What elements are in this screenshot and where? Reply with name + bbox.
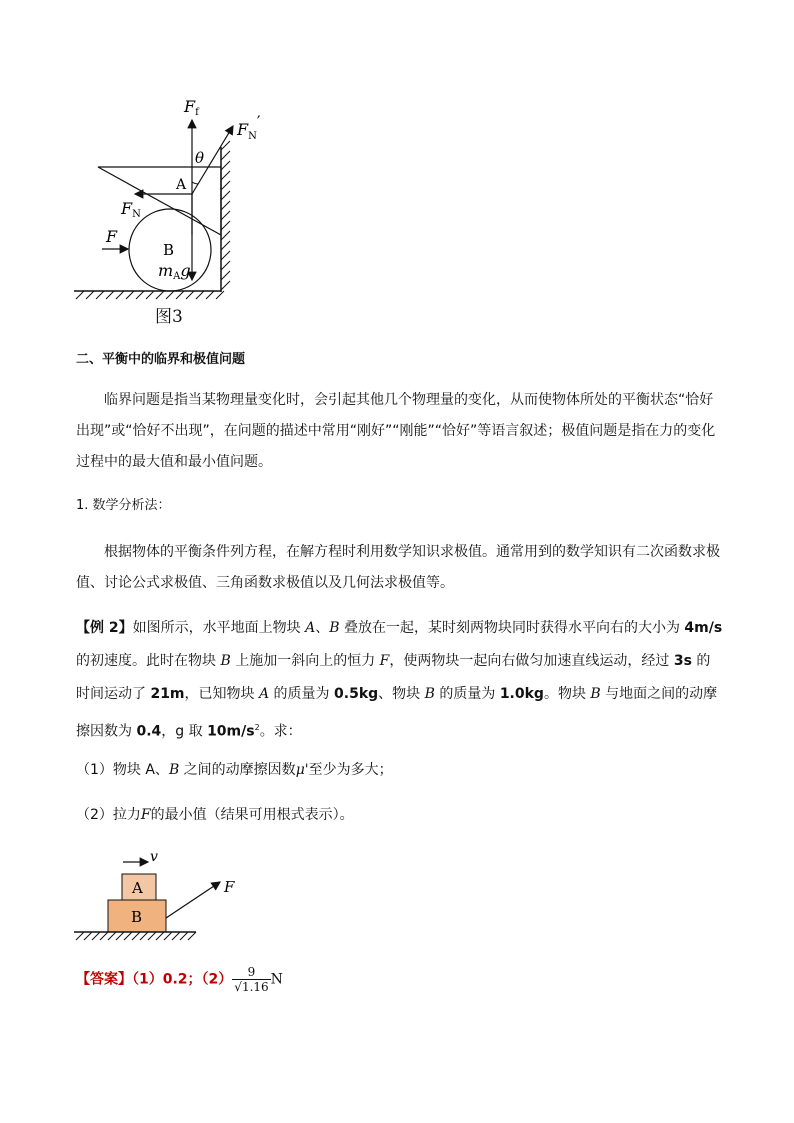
pull-force-label: F [224, 878, 235, 896]
question-2: （2）拉力F的最小值（结果可用根式表示）。 [76, 807, 354, 823]
answer-unit: N [270, 971, 283, 988]
question-1: （1）物块 A、B 之间的动摩擦因数μ'至少为多大； [76, 762, 393, 778]
paragraph-math-method: 根据物体的平衡条件列方程，在解方程时利用数学知识求极值。通常用到的数学知识有二次函数求极值、讨论公式求极值、三角函数求极值以及几何法求极值等。 [76, 544, 720, 591]
fn-prime-label: $F_N'$ [237, 112, 261, 142]
wall-hatching [221, 141, 230, 290]
theta-label: θ [195, 149, 205, 167]
block-b-label: B [131, 908, 143, 926]
pull-force-arrow [166, 882, 220, 918]
weight-label: mAg [158, 261, 191, 282]
ball-b-label: B [163, 241, 175, 259]
answer-fraction: $\frac{9}{√1.16}$ [234, 965, 269, 994]
list-item-math-method: 1. 数学分析法： [76, 498, 171, 513]
wedge-a-label: A [176, 177, 187, 193]
paragraph-critical: 临界问题是指当某物理量变化时，会引起其他几个物理量的变化，从而使物体所处的平衡状态“恰好出现”或“恰好不出现”，在问题的描述中常用“刚好”“刚能”“恰好”等语言叙述；极值问题是指在力的变化过程中的最大值和最小值问题。 [76, 392, 716, 470]
answer [76, 965, 283, 994]
figure-3-diagram [70, 95, 261, 335]
figure-3-caption: 图3 [155, 307, 183, 327]
block-a-label: A [132, 879, 143, 897]
velocity-label: v [150, 849, 158, 865]
blocks-diagram [70, 845, 250, 945]
ground-hatching [76, 291, 224, 299]
example-tag: 【例 2】 [76, 620, 133, 636]
answer-tag: 【答案】 [76, 971, 132, 988]
ff-label: Ff [184, 97, 199, 118]
theta-arc [192, 182, 198, 184]
blocks-ground-hatching [76, 932, 196, 940]
example-2-text: 【例 2】如图所示，水平地面上物块 A、B 叠放在一起，某时刻两物块同时获得水平向右的大小为 4m/s 的初速度。此时在物块 B 上施加一斜向上的恒力 F，使两物块一起向右做匀加速直线运动，经过 3s 的时间运动了 21m，已知物块 A 的质量为 0.5kg、物块 B 的质量为 1.0kg。物块 B 与地面之间的动摩擦因数为 0.4，g 取 $10m/s^2$。求： [76, 620, 723, 740]
fn-label: FN [121, 199, 141, 220]
section-heading: 二、平衡中的临界和极值问题 [76, 352, 246, 367]
answer-part1: （1）0.2；（2） [132, 971, 233, 988]
push-force-label: F [106, 227, 118, 246]
